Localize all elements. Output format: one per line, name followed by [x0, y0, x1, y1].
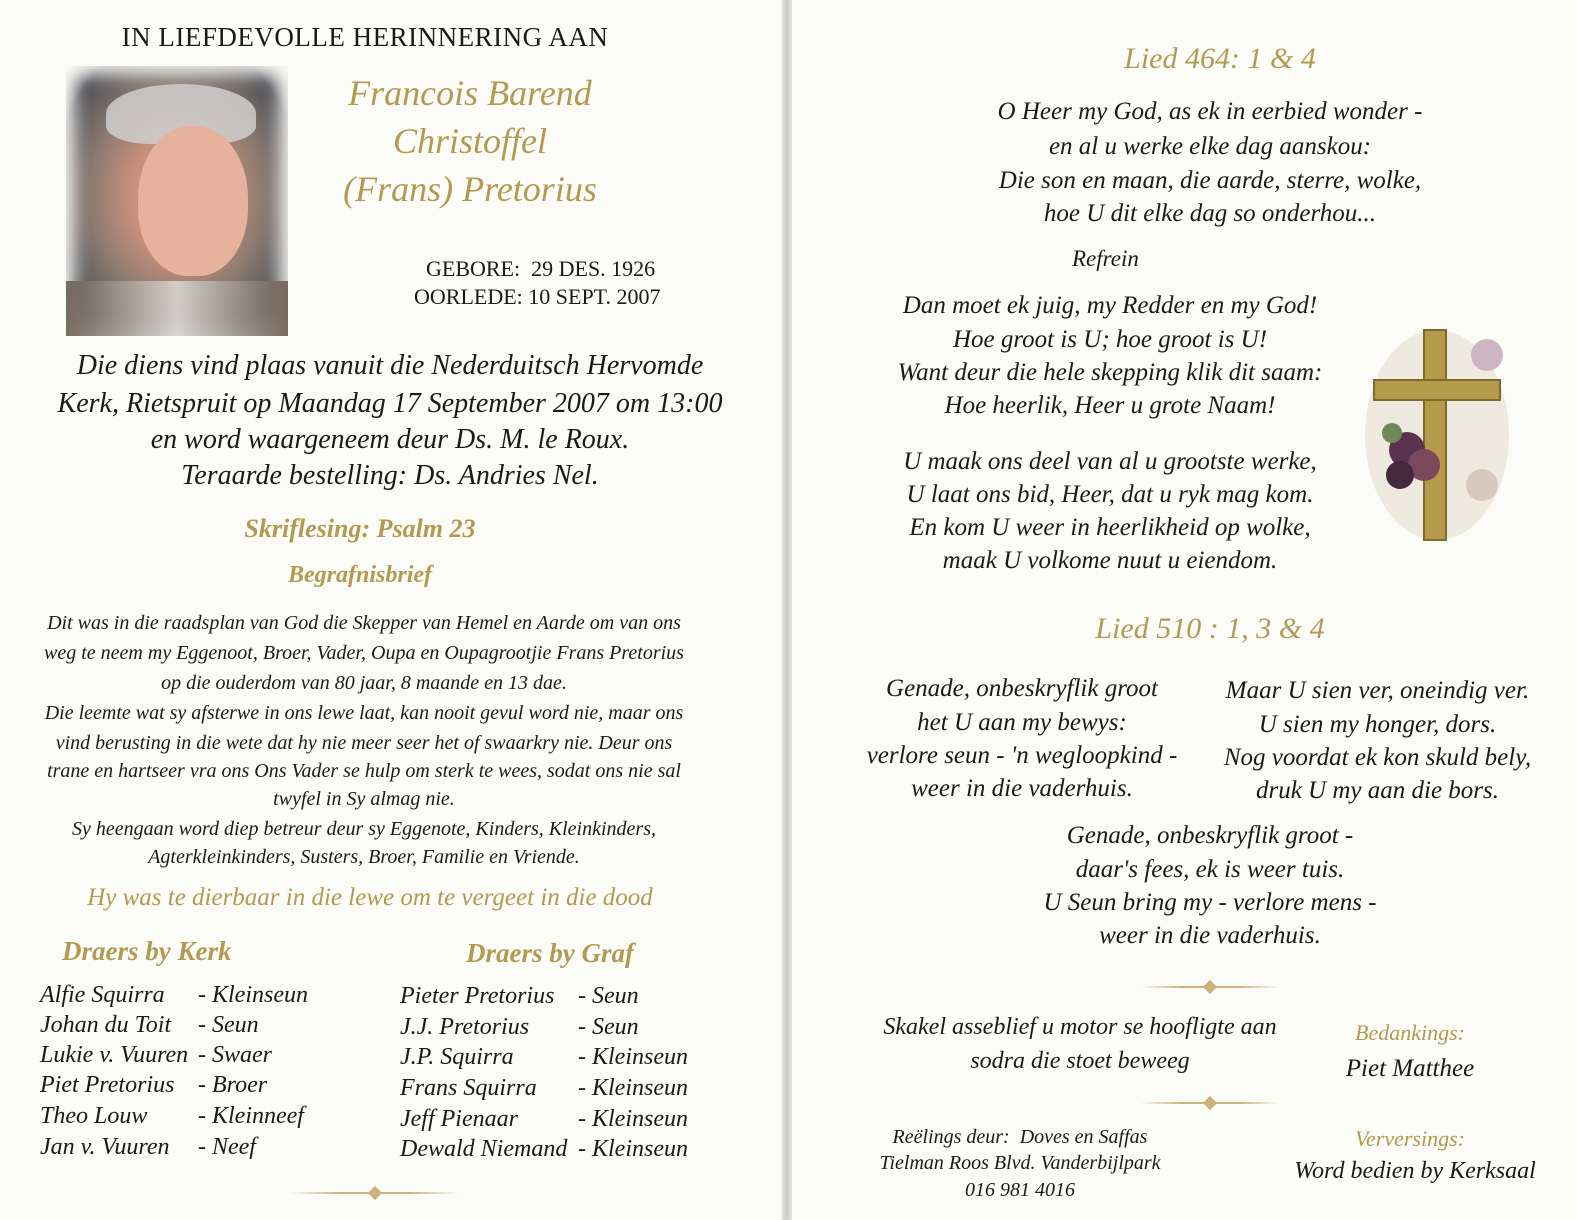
bearer-name: J.P. Squirra [400, 1044, 514, 1070]
letter-title: Begrafnisbrief [288, 562, 432, 588]
verse-line: maak U volkome nuut u eiendom. [942, 547, 1278, 574]
refreshments-label: Verversings: [1355, 1126, 1465, 1151]
letter-line-2: weg te neem my Eggenoot, Broer, Vader, Oupa en Oupagrootjie Frans Pretorius [44, 642, 684, 664]
verse-line: Die son en maan, die aarde, sterre, wolke, [998, 167, 1422, 194]
letter-line-8: Sy heengaan word diep betreur deur sy Eggenote, Kinders, Kleinkinders, [72, 818, 656, 840]
bearer-relation: - Kleinseun [578, 1106, 688, 1132]
death-date: OORLEDE: 10 SEPT. 2007 [414, 284, 661, 309]
bearer-relation: - Seun [198, 1012, 259, 1038]
verse-line: En kom U weer in heerlikheid op wolke, [909, 514, 1311, 541]
bearers-grave-title: Draers by Graf [466, 938, 634, 968]
letter-line-1: Dit was in die raadsplan van God die Skepper van Hemel en Aarde om van ons [47, 612, 681, 634]
verse-line: en al u werke elke dag aanskou: [1048, 133, 1372, 160]
verse-line: U sien my honger, dors. [1258, 711, 1497, 738]
verse-line: weer in die vaderhuis. [1099, 922, 1321, 949]
bearer-relation: - Kleinseun [578, 1075, 688, 1101]
verse-line: verlore seun - 'n wegloopkind - [866, 742, 1178, 769]
bearer-name: Piet Pretorius [40, 1072, 175, 1098]
verse-line: Genade, onbeskryflik groot - [1066, 822, 1354, 849]
verse-line: weer in die vaderhuis. [911, 775, 1133, 802]
letter-line-6: trane en hartseer vra ons Ons Vader se hulp om sterk te wees, sodat ons nie sal [47, 760, 681, 782]
bearer-relation: - Seun [578, 983, 639, 1009]
letter-line-9: Agterkleinkinders, Susters, Broer, Familie en Vriende. [148, 846, 580, 868]
verse-line: U maak ons deel van al u grootste werke, [903, 448, 1317, 475]
verse-line: Genade, onbeskryflik groot [886, 675, 1158, 702]
verse-line: U Seun bring my - verlore mens - [1043, 889, 1377, 916]
bearer-name: Pieter Pretorius [400, 983, 555, 1009]
ornament-divider [1140, 982, 1280, 992]
bearer-name: Alfie Squirra [40, 982, 165, 1008]
bearer-name: Jeff Pienaar [400, 1106, 518, 1132]
headlights-line-2: sodra die stoet beweeg [970, 1048, 1190, 1074]
name-line-2: Christoffel [392, 121, 548, 161]
bearer-name: Jan v. Vuuren [40, 1134, 170, 1160]
headlights-line-1: Skakel asseblief u motor se hoofligte aan [883, 1014, 1277, 1040]
arrangements-line-1: Reëlings deur: Doves en Saffas [892, 1126, 1148, 1148]
thanks-label: Bedankings: [1355, 1020, 1465, 1045]
letter-line-5: vind berusting in die wete dat hy nie meer seer het of swaarkry nie. Deur ons [55, 732, 673, 754]
bearer-name: Johan du Toit [40, 1012, 172, 1038]
verse-line: Maar U sien ver, oneindig ver. [1225, 677, 1530, 704]
motto: Hy was te dierbaar in die lewe om te vergeet in die dood [87, 884, 653, 911]
bearer-relation: - Seun [578, 1014, 639, 1040]
ornament-divider [290, 1188, 460, 1198]
refrain-line: Hoe heerlik, Heer u grote Naam! [944, 392, 1276, 419]
service-line-1: Die diens vind plaas vanuit die Nederduitsch Hervomde [76, 350, 704, 381]
letter-line-4: Die leemte wat sy afsterwe in ons lewe laat, kan nooit gevul word nie, maar ons [44, 702, 684, 724]
service-line-3: en word waargeneem deur Ds. M. le Roux. [150, 424, 630, 455]
bearer-relation: - Kleinneef [198, 1103, 304, 1129]
letter-line-7: twyfel in Sy almag nie. [273, 788, 455, 810]
arrangements-line-2: Tielman Roos Blvd. Vanderbijlpark [879, 1152, 1161, 1174]
service-line-2: Kerk, Rietspruit op Maandag 17 September 2007 om 13:00 [57, 388, 723, 419]
bearer-relation: - Neef [198, 1134, 256, 1160]
bearer-name: J.J. Pretorius [400, 1014, 530, 1040]
card-fold [782, 0, 792, 1220]
refrain-line: Hoe groot is U; hoe groot is U! [952, 326, 1268, 353]
bearer-name: Lukie v. Vuuren [40, 1042, 189, 1068]
birth-date: GEBORE: 29 DES. 1926 [426, 256, 656, 281]
bearer-relation: - Broer [198, 1072, 268, 1098]
verse-line: Nog voordat ek kon skuld bely, [1223, 744, 1532, 771]
refrain-label: Refrein [1072, 246, 1139, 271]
verse-line: daar's fees, ek is weer tuis. [1075, 856, 1345, 883]
cross-with-flowers-illustration [1362, 325, 1512, 543]
refreshments-text: Word bedien by Kerksaal [1294, 1158, 1536, 1184]
verse-line: U laat ons bid, Heer, dat u ryk mag kom. [906, 481, 1314, 508]
name-line-3: (Frans) Pretorius [343, 169, 597, 209]
service-line-4: Teraarde bestelling: Ds. Andries Nel. [181, 460, 599, 491]
ornament-divider [1140, 1098, 1280, 1108]
bearer-relation: - Kleinseun [578, 1044, 688, 1070]
portrait-photo [66, 66, 288, 336]
letter-line-3: op die ouderdom van 80 jaar, 8 maande en 13 dae. [161, 672, 567, 694]
bearer-name: Frans Squirra [400, 1075, 537, 1101]
bearer-name: Dewald Niemand [400, 1136, 568, 1162]
hymn-2-title: Lied 510 : 1, 3 & 4 [1095, 612, 1325, 645]
name-line-1: Francois Barend [348, 73, 592, 113]
verse-line: hoe U dit elke dag so onderhou... [1043, 200, 1377, 227]
bearer-name: Theo Louw [40, 1103, 148, 1129]
scripture-reading: Skriflesing: Psalm 23 [244, 514, 476, 543]
refrain-line: Want deur die hele skepping klik dit saam: [897, 359, 1323, 386]
hymn-1-title: Lied 464: 1 & 4 [1124, 42, 1316, 75]
bearers-church-title: Draers by Kerk [62, 936, 232, 966]
arrangements-phone: 016 981 4016 [965, 1179, 1075, 1201]
verse-line: druk U my aan die bors. [1255, 777, 1500, 804]
verse-line: O Heer my God, as ek in eerbied wonder - [997, 98, 1423, 125]
thanks-name: Piet Matthee [1345, 1055, 1475, 1082]
refrain-line: Dan moet ek juig, my Redder en my God! [902, 292, 1318, 319]
bearer-relation: - Swaer [198, 1042, 272, 1068]
header-title: IN LIEFDEVOLLE HERINNERING AAN [121, 22, 609, 52]
bearer-relation: - Kleinseun [578, 1136, 688, 1162]
bearer-relation: - Kleinseun [198, 982, 308, 1008]
verse-line: het U aan my bewys: [917, 709, 1127, 736]
